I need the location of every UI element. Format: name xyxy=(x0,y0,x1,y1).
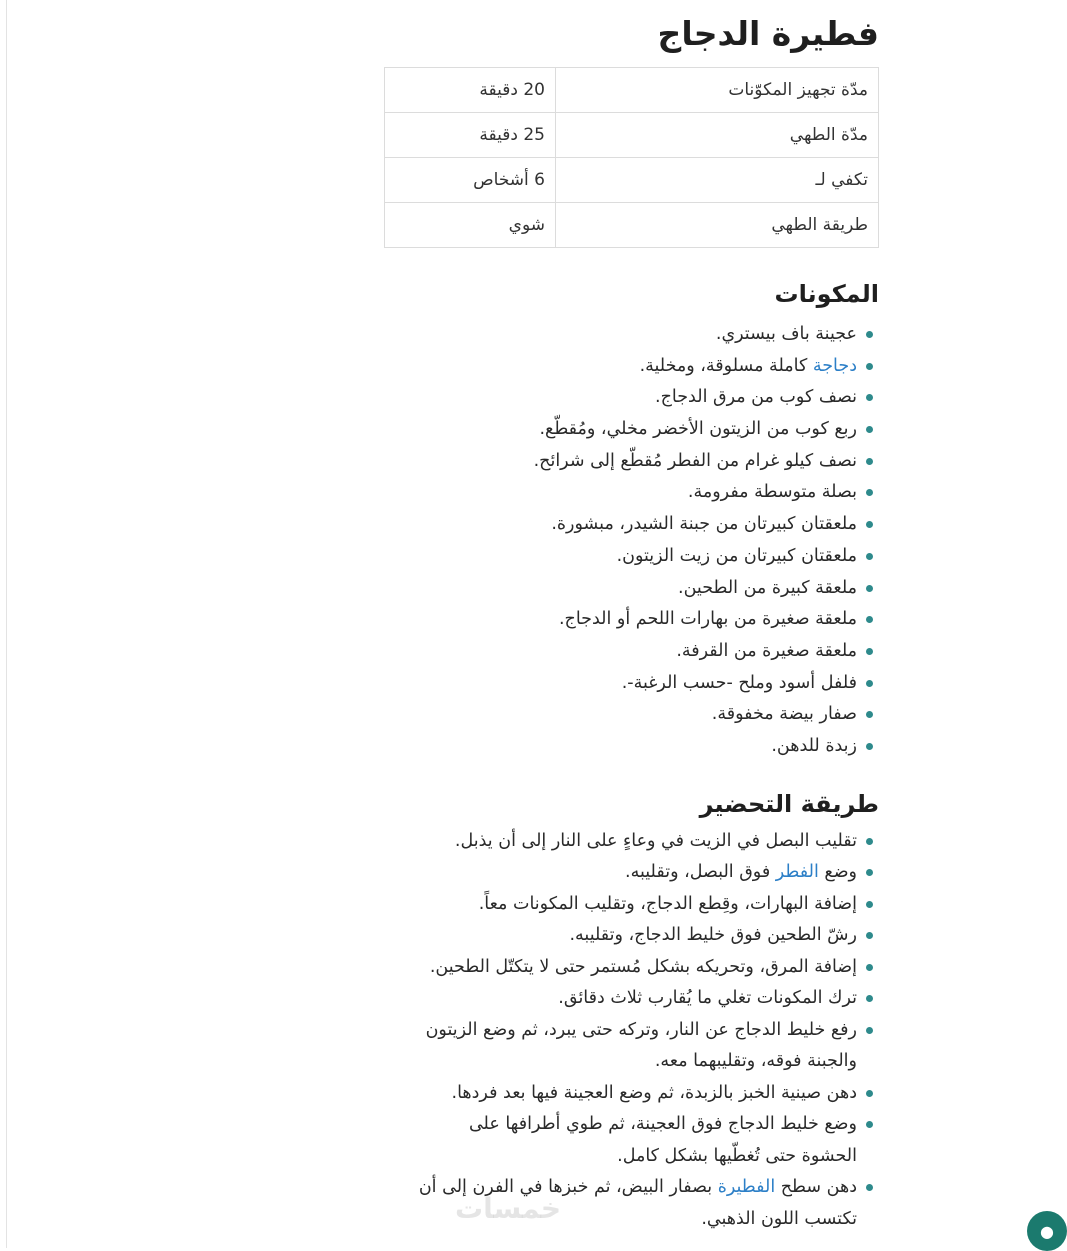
page-left-border xyxy=(6,0,7,1248)
info-value: شوي xyxy=(385,203,556,248)
info-label: مدّة الطهي xyxy=(556,113,879,158)
step-text: فوق البصل، وتقليبه. xyxy=(625,862,776,883)
recipe-info-table xyxy=(384,67,879,248)
info-value: 6 أشخاص xyxy=(385,158,556,203)
ingredients-heading: المكونات xyxy=(774,280,879,308)
ingredient-item: فلفل أسود وملح -حسب الرغبة-. xyxy=(384,668,879,700)
info-row-cooking-method xyxy=(385,203,879,248)
steps-heading: طريقة التحضير xyxy=(699,789,879,818)
ingredient-link-chicken[interactable]: دجاجة xyxy=(812,355,857,376)
info-row-cook-time xyxy=(385,113,879,158)
ingredient-item xyxy=(384,351,879,383)
watermark-logo: خمسات xyxy=(455,1192,562,1225)
ingredients-list xyxy=(384,319,879,763)
ingredient-item: ملعقة صغيرة من بهارات اللحم أو الدجاج. xyxy=(384,604,879,636)
recipe-article xyxy=(384,0,879,1235)
info-value: 25 دقيقة xyxy=(385,113,556,158)
info-row-servings xyxy=(385,158,879,203)
step-text: وضع xyxy=(818,862,857,883)
info-label: طريقة الطهي xyxy=(556,203,879,248)
step-item: رشّ الطحين فوق خليط الدجاج، وتقليبه. xyxy=(409,920,879,952)
step-item: تقليب البصل في الزيت في وعاءٍ على النار إلى أن يذبل. xyxy=(409,826,879,858)
ingredient-text: كاملة مسلوقة، ومخلية. xyxy=(639,355,813,376)
info-row-prep-time xyxy=(385,68,879,113)
ingredient-item: نصف كوب من مرق الدجاج. xyxy=(384,382,879,414)
ingredient-item: ملعقتان كبيرتان من زيت الزيتون. xyxy=(384,541,879,573)
step-link-pie[interactable]: الفطيرة xyxy=(717,1177,776,1198)
info-label: مدّة تجهيز المكوّنات xyxy=(556,68,879,113)
info-value: 20 دقيقة xyxy=(385,68,556,113)
step-link-mushroom[interactable]: الفطر xyxy=(775,862,819,883)
recipe-title: فطيرة الدجاج xyxy=(657,14,879,53)
ingredient-item: ملعقة كبيرة من الطحين. xyxy=(384,573,879,605)
step-item: إضافة المرق، وتحريكه بشكل مُستمر حتى لا يتكتّل الطحين. xyxy=(409,952,879,984)
ingredient-item: نصف كيلو غرام من الفطر مُقطّع إلى شرائح. xyxy=(384,446,879,478)
step-item: إضافة البهارات، وقِطع الدجاج، وتقليب المكونات معاً. xyxy=(409,889,879,921)
ingredient-item: ربع كوب من الزيتون الأخضر مخلي، ومُقطّع. xyxy=(384,414,879,446)
ingredient-item: بصلة متوسطة مفرومة. xyxy=(384,477,879,509)
step-item: وضع خليط الدجاج فوق العجينة، ثم طوي أطرافها على الحشوة حتى تُغطّيها بشكل كامل. xyxy=(409,1109,879,1172)
ingredient-item: زبدة للدهن. xyxy=(384,731,879,763)
step-item: دهن صينية الخبز بالزبدة، ثم وضع العجينة فيها بعد فردها. xyxy=(409,1078,879,1110)
step-item xyxy=(409,857,879,889)
step-item: رفع خليط الدجاج عن النار، وتركه حتى يبرد، ثم وضع الزيتون والجبنة فوقه، وتقليبهما معه. xyxy=(409,1015,879,1078)
steps-list xyxy=(409,826,879,1236)
info-label: تكفي لـ xyxy=(556,158,879,203)
ingredient-item: عجينة باف بيستري. xyxy=(384,319,879,351)
ingredient-item: ملعقة صغيرة من القرفة. xyxy=(384,636,879,668)
chat-icon: ● xyxy=(1040,1221,1054,1241)
floating-action-button[interactable] xyxy=(1027,1211,1067,1251)
ingredient-item: صفار بيضة مخفوقة. xyxy=(384,699,879,731)
step-item: ترك المكونات تغلي ما يُقارب ثلاث دقائق. xyxy=(409,983,879,1015)
step-text: بصفار البيض، ثم خبزها في الفرن إلى أن تكتسب اللون الذهبي. xyxy=(418,1177,857,1229)
ingredient-item: ملعقتان كبيرتان من جبنة الشيدر، مبشورة. xyxy=(384,509,879,541)
step-text: دهن سطح xyxy=(775,1177,857,1198)
